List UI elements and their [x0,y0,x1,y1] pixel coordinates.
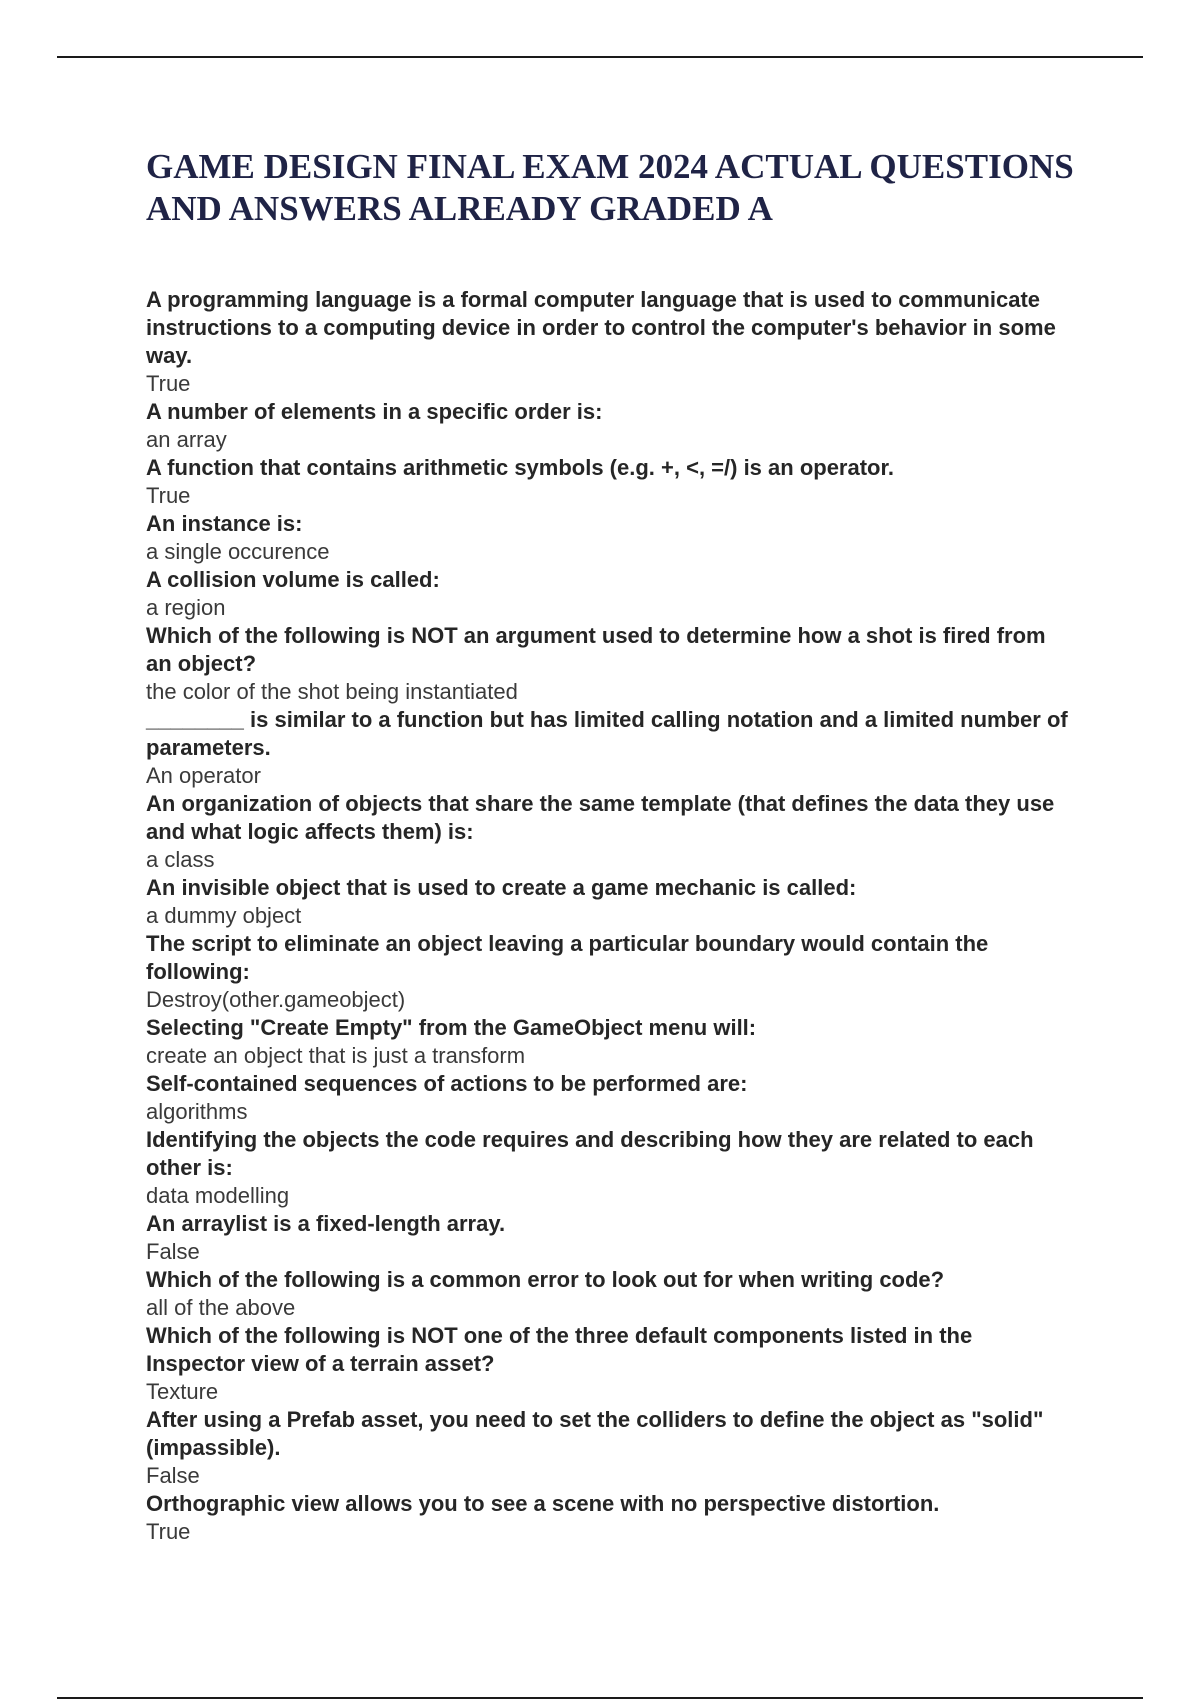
answer-text: algorithms [146,1099,248,1124]
question-text: A collision volume is called: [146,567,440,592]
answer-text: a region [146,595,226,620]
answer-text: An operator [146,763,261,788]
qa-item [146,1490,1076,1546]
question-text: Which of the following is NOT an argument used to determine how a shot is fired from an object? [146,623,1046,676]
answer-text: all of the above [146,1295,296,1320]
question-text: An invisible object that is used to create a game mechanic is called: [146,875,857,900]
question-text: An arraylist is a fixed-length array. [146,1211,506,1236]
qa-item [146,790,1076,874]
top-rule [57,56,1143,58]
answer-text: True [146,483,191,508]
question-text: After using a Prefab asset, you need to set the colliders to define the object as "solid" (impassible). [146,1407,1044,1460]
answer-text: an array [146,427,227,452]
answer-text: True [146,1519,191,1544]
qa-item [146,622,1076,706]
qa-item [146,566,1076,622]
qa-item [146,398,1076,454]
qa-item [146,1126,1076,1210]
answer-text: Destroy(other.gameobject) [146,987,406,1012]
answer-text: False [146,1463,200,1488]
answer-text: create an object that is just a transform [146,1043,526,1068]
question-text: A function that contains arithmetic symbols (e.g. +, <, =/) is an operator. [146,455,894,480]
qa-item [146,874,1076,930]
question-text: A number of elements in a specific order is: [146,399,603,424]
qa-item [146,1266,1076,1322]
answer-text: a single occurence [146,539,330,564]
page-title: GAME DESIGN FINAL EXAM 2024 ACTUAL QUESTIONS AND ANSWERS ALREADY GRADED A [146,147,1074,228]
question-text: Which of the following is a common error to look out for when writing code? [146,1267,945,1292]
qa-item [146,286,1076,398]
question-text: Self-contained sequences of actions to be performed are: [146,1071,748,1096]
question-text: An organization of objects that share the same template (that defines the data they use and what logic affects them) is: [146,791,1055,844]
question-text: A programming language is a formal computer language that is used to communicate instructions to a computing device in order to control the computer's behavior in some way. [146,287,1056,368]
answer-text: a class [146,847,215,872]
qa-item [146,1322,1076,1406]
question-text: Identifying the objects the code requires and describing how they are related to each other is: [146,1127,1034,1180]
answer-text: Texture [146,1379,219,1404]
qa-item [146,1070,1076,1126]
question-text: Which of the following is NOT one of the three default components listed in the Inspector view of a terrain asset? [146,1323,973,1376]
qa-item [146,1014,1076,1070]
question-text: ________ is similar to a function but has limited calling notation and a limited number of parameters. [146,707,1068,760]
bottom-rule [57,1697,1143,1699]
qa-item [146,930,1076,1014]
qa-item [146,510,1076,566]
qa-item [146,454,1076,510]
answer-text: the color of the shot being instantiated [146,679,518,704]
answer-text: a dummy object [146,903,302,928]
question-text: An instance is: [146,511,303,536]
answer-text: True [146,371,191,396]
qa-item [146,1406,1076,1490]
answer-text: data modelling [146,1183,290,1208]
question-text: Orthographic view allows you to see a scene with no perspective distortion. [146,1491,940,1516]
qa-list [146,286,1076,1546]
question-text: The script to eliminate an object leaving a particular boundary would contain the following: [146,931,989,984]
qa-item [146,1210,1076,1266]
answer-text: False [146,1239,200,1264]
question-text: Selecting "Create Empty" from the GameObject menu will: [146,1015,757,1040]
qa-item [146,706,1076,790]
